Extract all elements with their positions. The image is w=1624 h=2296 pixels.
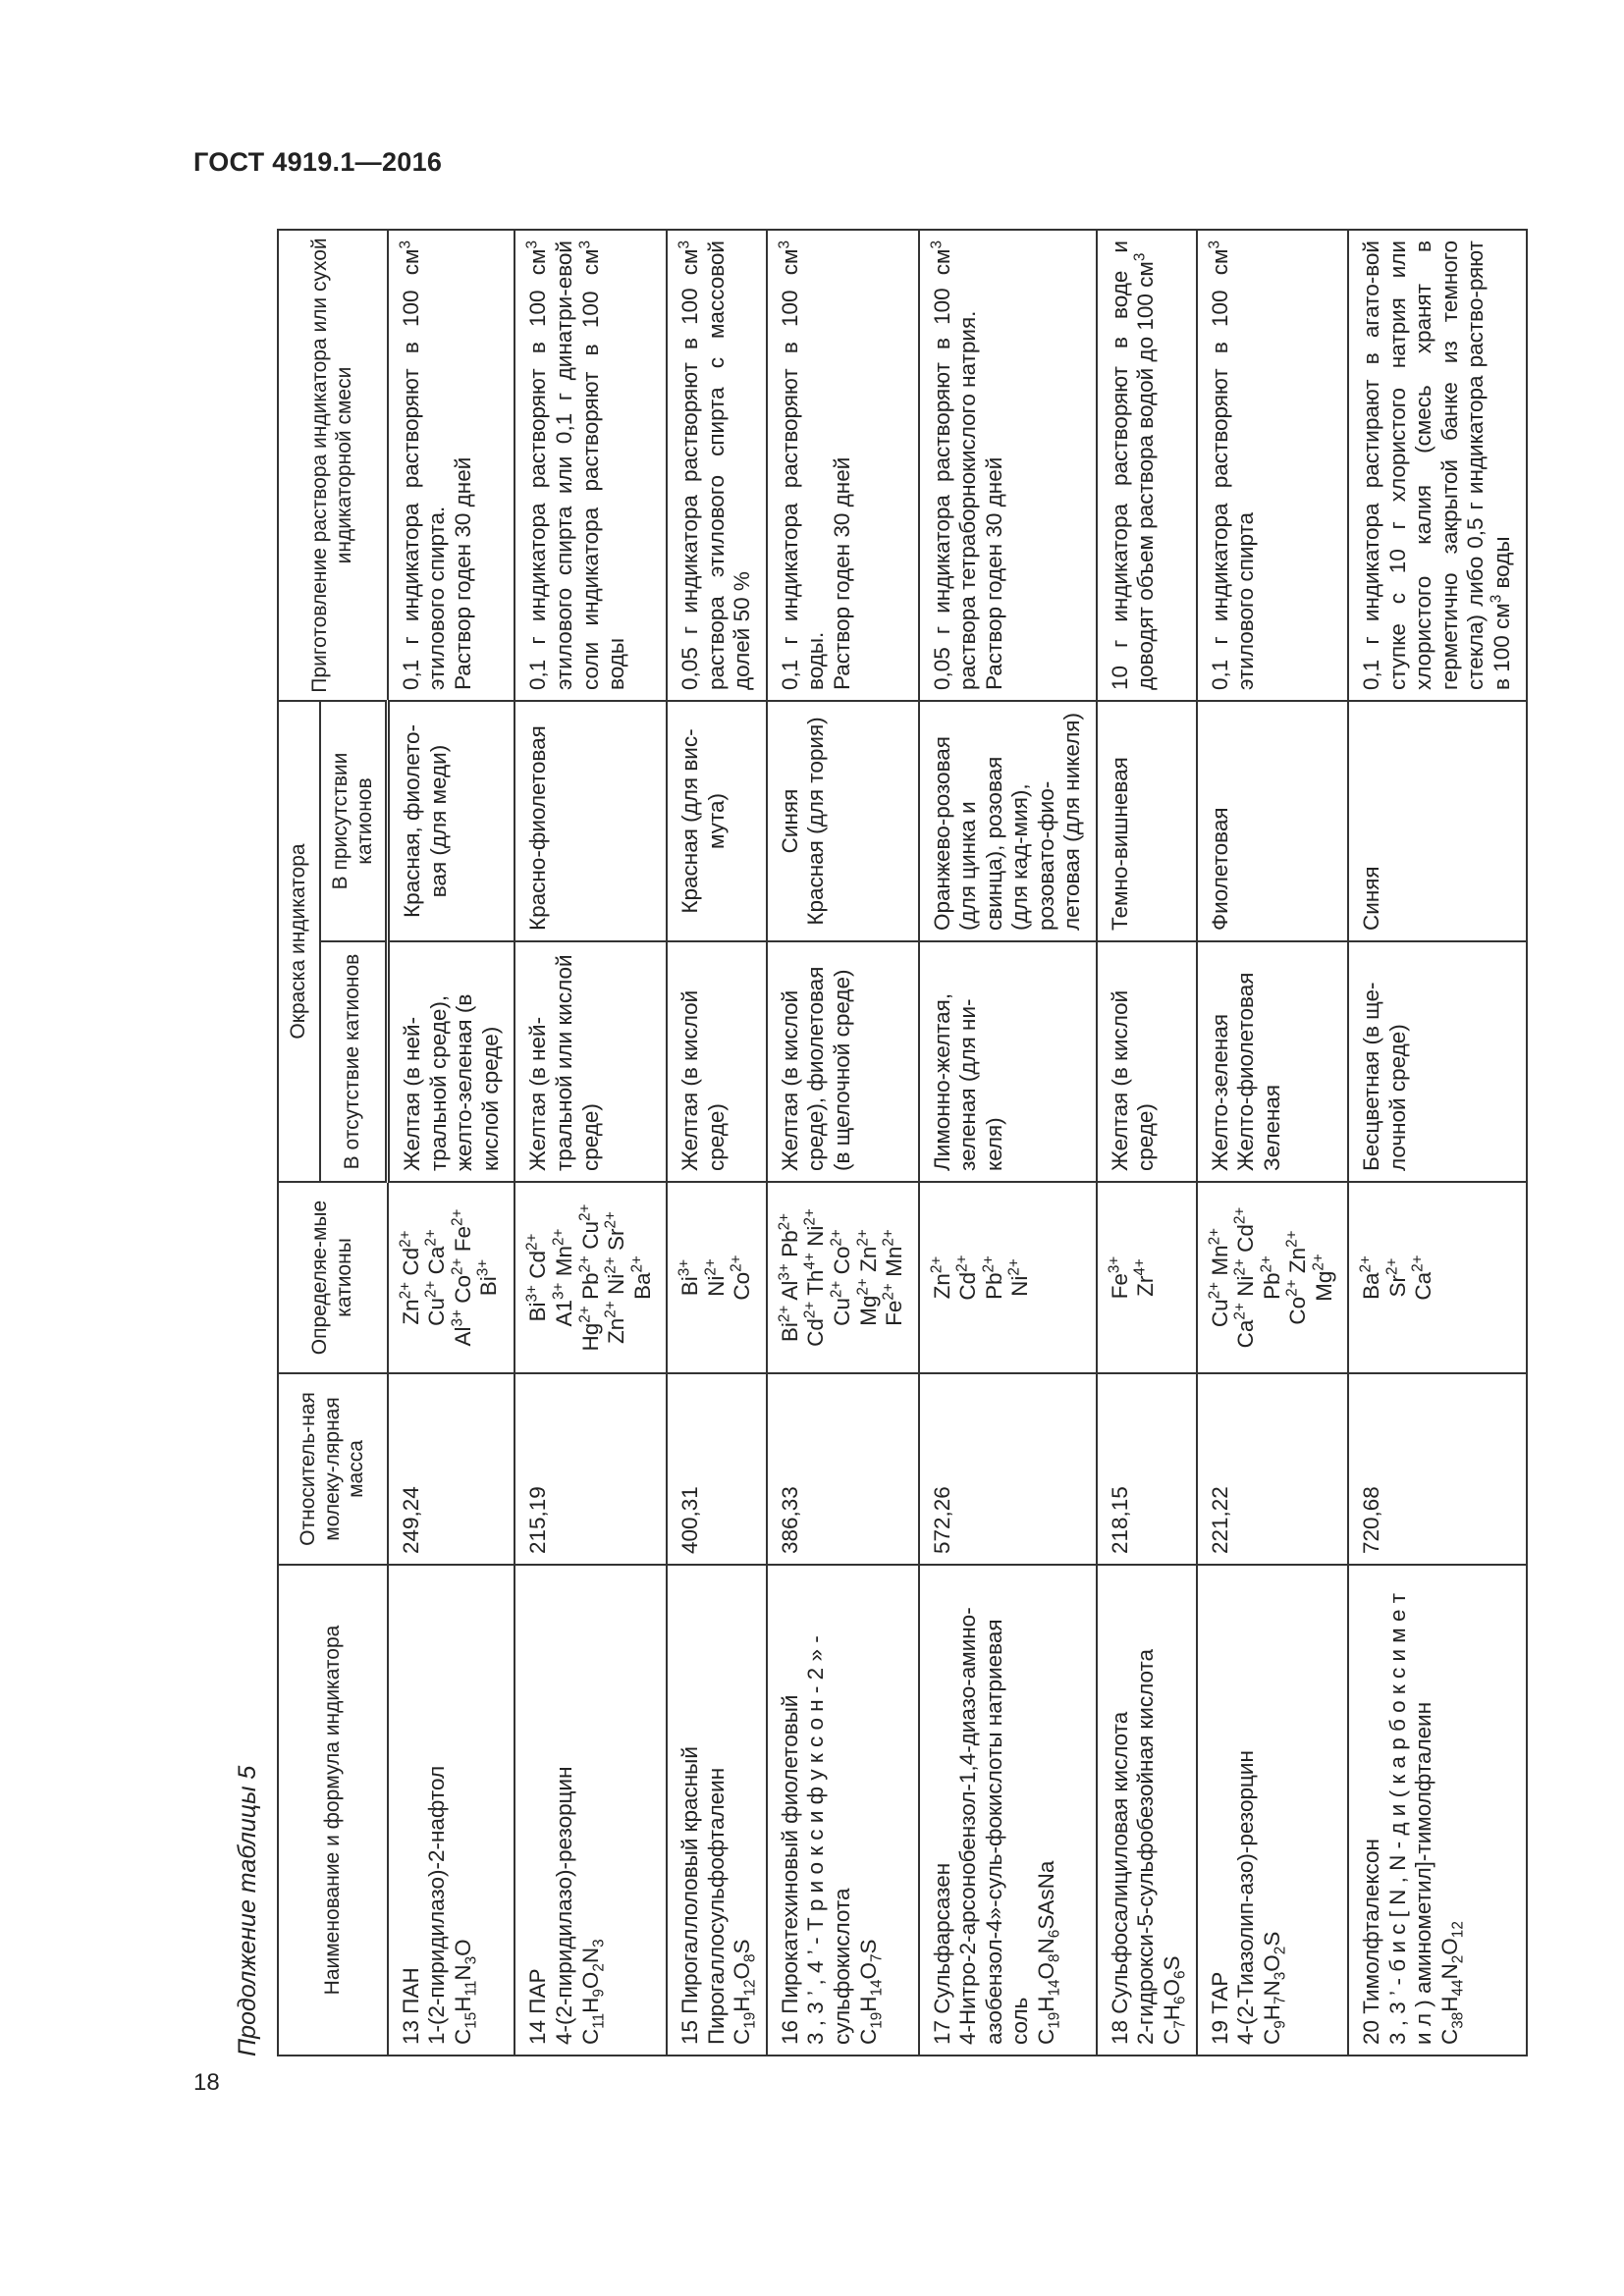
- determined-cations: $Bi^{2+}$ $Al^{3+}$ $Pb^{2+}$ $Cd^{2+}$ $Th^{4+}$ $Ni^{2+}$ $Cu^{2+}$ $Co^{2+}$ $Mg^{2+}$ $Zn^{2+}$ $Fe^{2+}$ $Mn^{2+}$: [767, 1182, 919, 1373]
- header-mass: Относитель-ная молеку-лярная масса: [278, 1373, 388, 1565]
- preparation: 10 г индикатора растворяют в воде и доводят объем раствора водой до 100 $см^3$: [1097, 230, 1197, 701]
- table-body: [388, 230, 1527, 2056]
- color-present: Красно-фиолетовая: [514, 701, 667, 941]
- table-row: [1097, 230, 1197, 2056]
- indicator-name: 14 ПАР 4-(2-пиридилазо)-резорцин $C_{11}H_9O_2N_3$: [514, 1565, 667, 2056]
- indicator-name: 20 Тимолфталексон 3 , 3 ’ - б и с [ N , N - д и ( к а р б о к с и м е т и л ) аминометил]-тимолфталеин $C_{38}H_{44}N_2O_{12}$: [1348, 1565, 1526, 2056]
- color-absent: Желтая (в кислой среде): [1097, 941, 1197, 1182]
- header-color-absent: В отсутствие катионов: [320, 941, 388, 1182]
- molecular-mass: 400,31: [667, 1373, 767, 1565]
- indicator-name: 17 Сульфарсазен 4-Нитро-2-арсонобензол-1,4-диазо-амино-азобензол-4»-суль-фокислоты натриевая соль $C_{19}H_{14}O_8N_6SAsNa$: [919, 1565, 1097, 2056]
- table-row: [919, 230, 1097, 2056]
- color-absent: Желтая (в ней-тральной или кислой среде): [514, 941, 667, 1182]
- preparation: 0,1 г индикатора растворяют в 100 $см^3$ воды. Раствор годен 30 дней: [767, 230, 919, 701]
- molecular-mass: 572,26: [919, 1373, 1097, 1565]
- header-prep: Приготовление раствора индикатора или сухой индикаторной смеси: [278, 230, 388, 701]
- determined-cations: $Zn^{2+}$ $Cd^{2+}$ $Pb^{2+}$ $Ni^{2+}$: [919, 1182, 1097, 1373]
- determined-cations: $Cu^{2+}$ $Mn^{2+}$ $Ca^{2+}$ $Ni^{2+}$ $Cd^{2+}$ $Pb^{2+}$ $Co^{2+}$ $Zn^{2+}$ $Mg^{2+}$: [1197, 1182, 1349, 1373]
- color-present: Красная, фиолето-вая (для меди): [388, 701, 515, 941]
- color-present: Темно-вишневая: [1097, 701, 1197, 941]
- molecular-mass: 215,19: [514, 1373, 667, 1565]
- indicator-name: 13 ПАН 1-(2-пиридилазо)-2-нафтол $C_{15}H_{11}N_3O$: [388, 1565, 515, 2056]
- preparation: 0,05 г индикатора растворяют в 100 $см^3$ раствора этилового спирта с массовой долей 50 %: [667, 230, 767, 701]
- preparation: 0,1 г индикатора растирают в агато-вой ступке с 10 г хлористого натрия или хлористого калия (смесь хранят в герметично закрытой банке из темного стекла) либо 0,5 г индикатора раство-ряют в 100 $см^3$ воды: [1348, 230, 1526, 701]
- molecular-mass: 249,24: [388, 1373, 515, 1565]
- molecular-mass: 386,33: [767, 1373, 919, 1565]
- determined-cations: $Bi^{3+}$ $Cd^{2+}$ $A1^{3+}$ $Mn^{2+}$ $Hg^{2+}$ $Pb^{2+}$ $Cu^{2+}$ $Zn^{2+}$ $Ni^{2+}$ $Sr^{2+}$ $Ba^{2+}$: [514, 1182, 667, 1373]
- header-name: Наименование и формула индикатора: [278, 1565, 388, 2056]
- color-present: Синяя Красная (для тория): [767, 701, 919, 941]
- indicator-name: 18 Сульфосалициловая кислота 2-гидрокси-5-сульфобезойная кислота $C_7H_6O_6S$: [1097, 1565, 1197, 2056]
- color-absent: Желтая (в ней-тральной среде), желто-зеленая (в кислой среде): [388, 941, 515, 1182]
- table-row: [388, 230, 515, 2056]
- table-row: [514, 230, 667, 2056]
- header-cations: Определяе-мые катионы: [278, 1182, 388, 1373]
- color-present: Синяя: [1348, 701, 1526, 941]
- color-present: Оранжево-розовая (для цинка и свинца), розовая (для кад-мия), розовато-фио-летовая (для никеля): [919, 701, 1097, 941]
- indicator-table: [277, 229, 1528, 2056]
- preparation: 0,1 г индикатора растворяют в 100 $см^3$ этилового спирта или 0,1 г динатри-евой соли индикатора растворяют в 100 $см^3$ воды: [514, 230, 667, 701]
- document-header: ГОСТ 4919.1—2016: [193, 147, 443, 177]
- header-color-group: Окраска индикатора: [278, 701, 320, 1182]
- table-row: [767, 230, 919, 2056]
- table-caption: Продолжение таблицы 5: [234, 1765, 261, 2056]
- preparation: 0,1 г индикатора растворяют в 100 $см^3$ этилового спирта. Раствор годен 30 дней: [388, 230, 515, 701]
- table-row: [1348, 230, 1526, 2056]
- indicator-name: 16 Пирокатехиновый фиолетовый 3 , 3 ’ , 4 ’ - Т р и о к с и ф у к с о н - 2 » - сульфокислота $C_{19}H_{14}O_7S$: [767, 1565, 919, 2056]
- color-absent: Желто-зеленая Желто-фиолетовая Зеленая: [1197, 941, 1349, 1182]
- color-absent: Лимонно-желтая, зеленая (для ни-келя): [919, 941, 1097, 1182]
- determined-cations: $Fe^{3+}$ $Zr^{4+}$: [1097, 1182, 1197, 1373]
- molecular-mass: 720,68: [1348, 1373, 1526, 1565]
- rotated-table-area: [228, 231, 1514, 2056]
- color-absent: Желтая (в кислой среде), фиолетовая (в щелочной среде): [767, 941, 919, 1182]
- table-row: [667, 230, 767, 2056]
- table-row: [1197, 230, 1349, 2056]
- preparation: 0,1 г индикатора растворяют в 100 $см^3$ этилового спирта: [1197, 230, 1349, 701]
- molecular-mass: 218,15: [1097, 1373, 1197, 1565]
- molecular-mass: 221,22: [1197, 1373, 1349, 1565]
- color-present: Фиолетовая: [1197, 701, 1349, 941]
- header-color-present: В присутствии катионов: [320, 701, 388, 941]
- determined-cations: $Bi^{3+}$ $Ni^{2+}$ $Co^{2+}$: [667, 1182, 767, 1373]
- indicator-name: 15 Пирогаллоловый красный Пирогаллосульфофталеин $C_{19}H_{12}O_8S$: [667, 1565, 767, 2056]
- determined-cations: $Zn^{2+}$ $Cd^{2+}$ $Cu^{2+}$ $Ca^{2+}$ $Al^{3+}$ $Co^{2+}$ $Fe^{2+}$ $Bi^{3+}$: [388, 1182, 515, 1373]
- indicator-name: 19 ТАР 4-(2-Тиазолип-азо)-резорцин $C_9H_7N_3O_2S$: [1197, 1565, 1349, 2056]
- determined-cations: $Ba^{2+}$ $Sr^{2+}$ $Ca^{2+}$: [1348, 1182, 1526, 1373]
- color-present: Красная (для вис-мута): [667, 701, 767, 941]
- preparation: 0,05 г индикатора растворяют в 100 $см^3$ раствора тетраборнокислого натрия. Раствор годен 30 дней: [919, 230, 1097, 701]
- page-number: 18: [193, 2069, 220, 2096]
- color-absent: Бесцветная (в ще-лочной среде): [1348, 941, 1526, 1182]
- color-absent: Желтая (в кислой среде): [667, 941, 767, 1182]
